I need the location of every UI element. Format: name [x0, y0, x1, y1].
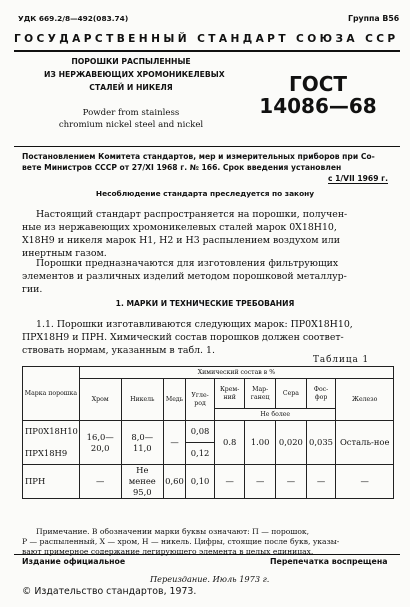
udk-code: УДК 669.2/8—492(083.74) [18, 14, 129, 23]
iron-cell: Осталь-ное [336, 421, 394, 465]
note-line: Примечание. В обозначении марки буквы означают: П — порошок, [36, 527, 310, 536]
no-reprint-label: Перепечатка воспрещена [270, 557, 388, 566]
effective-date: с 1/VII 1969 г. [327, 174, 388, 183]
decree-block [22, 151, 388, 184]
gost-designation [258, 73, 378, 117]
carbon-cell: 0,12 [185, 443, 214, 465]
nickel-cell: Не менее 95,0 [121, 465, 164, 499]
header-sulfur: Сера [276, 379, 307, 409]
top-divider [14, 50, 400, 52]
official-edition-label: Издание официальное [22, 557, 126, 566]
copper-cell: — [164, 421, 186, 465]
paragraph-1-1 [22, 318, 390, 357]
sulfur-cell: — [276, 465, 307, 499]
silicon-cell: — [215, 465, 245, 499]
gost-label: ГОСТ [288, 72, 348, 96]
header-chrome: Хром [79, 379, 121, 421]
decree-line: вете Министров СССР от 27/XI 1968 г. № 166. Срок введения установлен [22, 163, 342, 172]
paragraph-scope [22, 208, 390, 260]
header-not-more: Не более [215, 409, 336, 421]
brand-cell: ПРН [23, 465, 80, 499]
header-brand: Марка порошка [23, 367, 80, 421]
carbon-cell: 0,10 [185, 465, 214, 499]
header-chemical-composition: Химический состав в % [79, 367, 393, 379]
text-line: Порошки предназначаются для изготовления фильтрующих [36, 258, 339, 269]
chrome-cell: 16,0—20,0 [79, 421, 121, 465]
text-line: 1.1. Порошки изготавливаются следующих марок: ПР0Х18Н10, [36, 319, 353, 330]
title-en-line: Powder from stainless [82, 108, 180, 118]
header-iron: Железо [336, 379, 394, 421]
header-manganese: Мар-ганец [245, 379, 276, 409]
group-code: Группа В56 [348, 14, 400, 23]
phosphorus-cell: — [306, 465, 336, 499]
text-line: ные из нержавеющих хромоникелевых сталей марок 0Х18Н10, [22, 222, 337, 233]
text-line: гии. [22, 284, 43, 295]
chrome-cell: — [79, 465, 121, 499]
text-line: ствовать нормам, указанным в табл. 1. [22, 345, 215, 356]
decree-line: Постановлением Комитета стандартов, мер и измерительных приборов при Со- [22, 152, 375, 161]
state-standard-heading: ГОСУДАРСТВЕННЫЙ СТАНДАРТ СОЮЗА ССР [14, 33, 399, 45]
header-nickel: Никель [121, 379, 164, 421]
title-en-line: chromium nickel steel and nickel [58, 119, 204, 130]
silicon-cell: 0.8 [215, 421, 245, 465]
title-ru-line: СТАЛЕЙ И НИКЕЛЯ [89, 83, 173, 92]
text-line: элементов и различных изделий методом порошковой металлур- [22, 271, 347, 282]
note-line: Р — распыленный, Х — хром, Н — никель. Цифры, стоящие после букв, указы- [22, 537, 340, 546]
title-ru-line: ИЗ НЕРЖАВЕЮЩИХ ХРОМОНИКЕЛЕВЫХ [44, 70, 225, 79]
nickel-cell: 8,0—11,0 [121, 421, 164, 465]
text-line: инертным газом. [22, 248, 107, 259]
carbon-cell: 0,08 [185, 421, 214, 443]
text-line: Х18Н9 и никеля марок Н1, Н2 и Н3 распылением воздухом или [22, 235, 340, 246]
title-divider [14, 146, 400, 147]
text-line: Настоящий стандарт распространяется на порошки, получен- [36, 209, 348, 220]
section-heading: 1. МАРКИ И ТЕХНИЧЕСКИЕ ТРЕБОВАНИЯ [115, 299, 295, 308]
text-line: ПРХ18Н9 и ПРН. Химический состав порошков должен соответ- [22, 332, 344, 343]
chemical-composition-table [22, 366, 394, 499]
title-ru-line: ПОРОШКИ РАСПЫЛЕННЫЕ [71, 57, 191, 66]
header-copper: Медь [164, 379, 186, 421]
note-line: вают примерное содержание легирующего элемента в целых единицах. [22, 547, 314, 556]
copper-cell: 0,60 [164, 465, 186, 499]
paragraph-purpose [22, 257, 390, 296]
copyright-notice: © Издательство стандартов, 1973. [22, 586, 197, 597]
table-note [22, 527, 394, 557]
header-silicon: Крем-ний [215, 379, 245, 409]
manganese-cell: 1.00 [245, 421, 276, 465]
header-phosphorus: Фос-фор [306, 379, 336, 409]
brand-cell: ПР0Х18Н10 [23, 421, 80, 443]
gost-number: 14086—68 [259, 94, 377, 118]
phosphorus-cell: 0,035 [306, 421, 336, 465]
sulfur-cell: 0,020 [276, 421, 307, 465]
footer-divider [14, 554, 400, 555]
document-title-en [44, 108, 218, 131]
document-title-ru [44, 55, 225, 94]
manganese-cell: — [245, 465, 276, 499]
brand-cell: ПРХ18Н9 [23, 443, 80, 465]
table-label: Таблица 1 [313, 355, 370, 365]
violation-notice: Несоблюдение стандарта преследуется по закону [95, 189, 315, 198]
reprint-date: Переиздание. Июль 1973 г. [150, 574, 270, 584]
header-carbon: Угле-род [185, 379, 214, 421]
iron-cell: — [336, 465, 394, 499]
